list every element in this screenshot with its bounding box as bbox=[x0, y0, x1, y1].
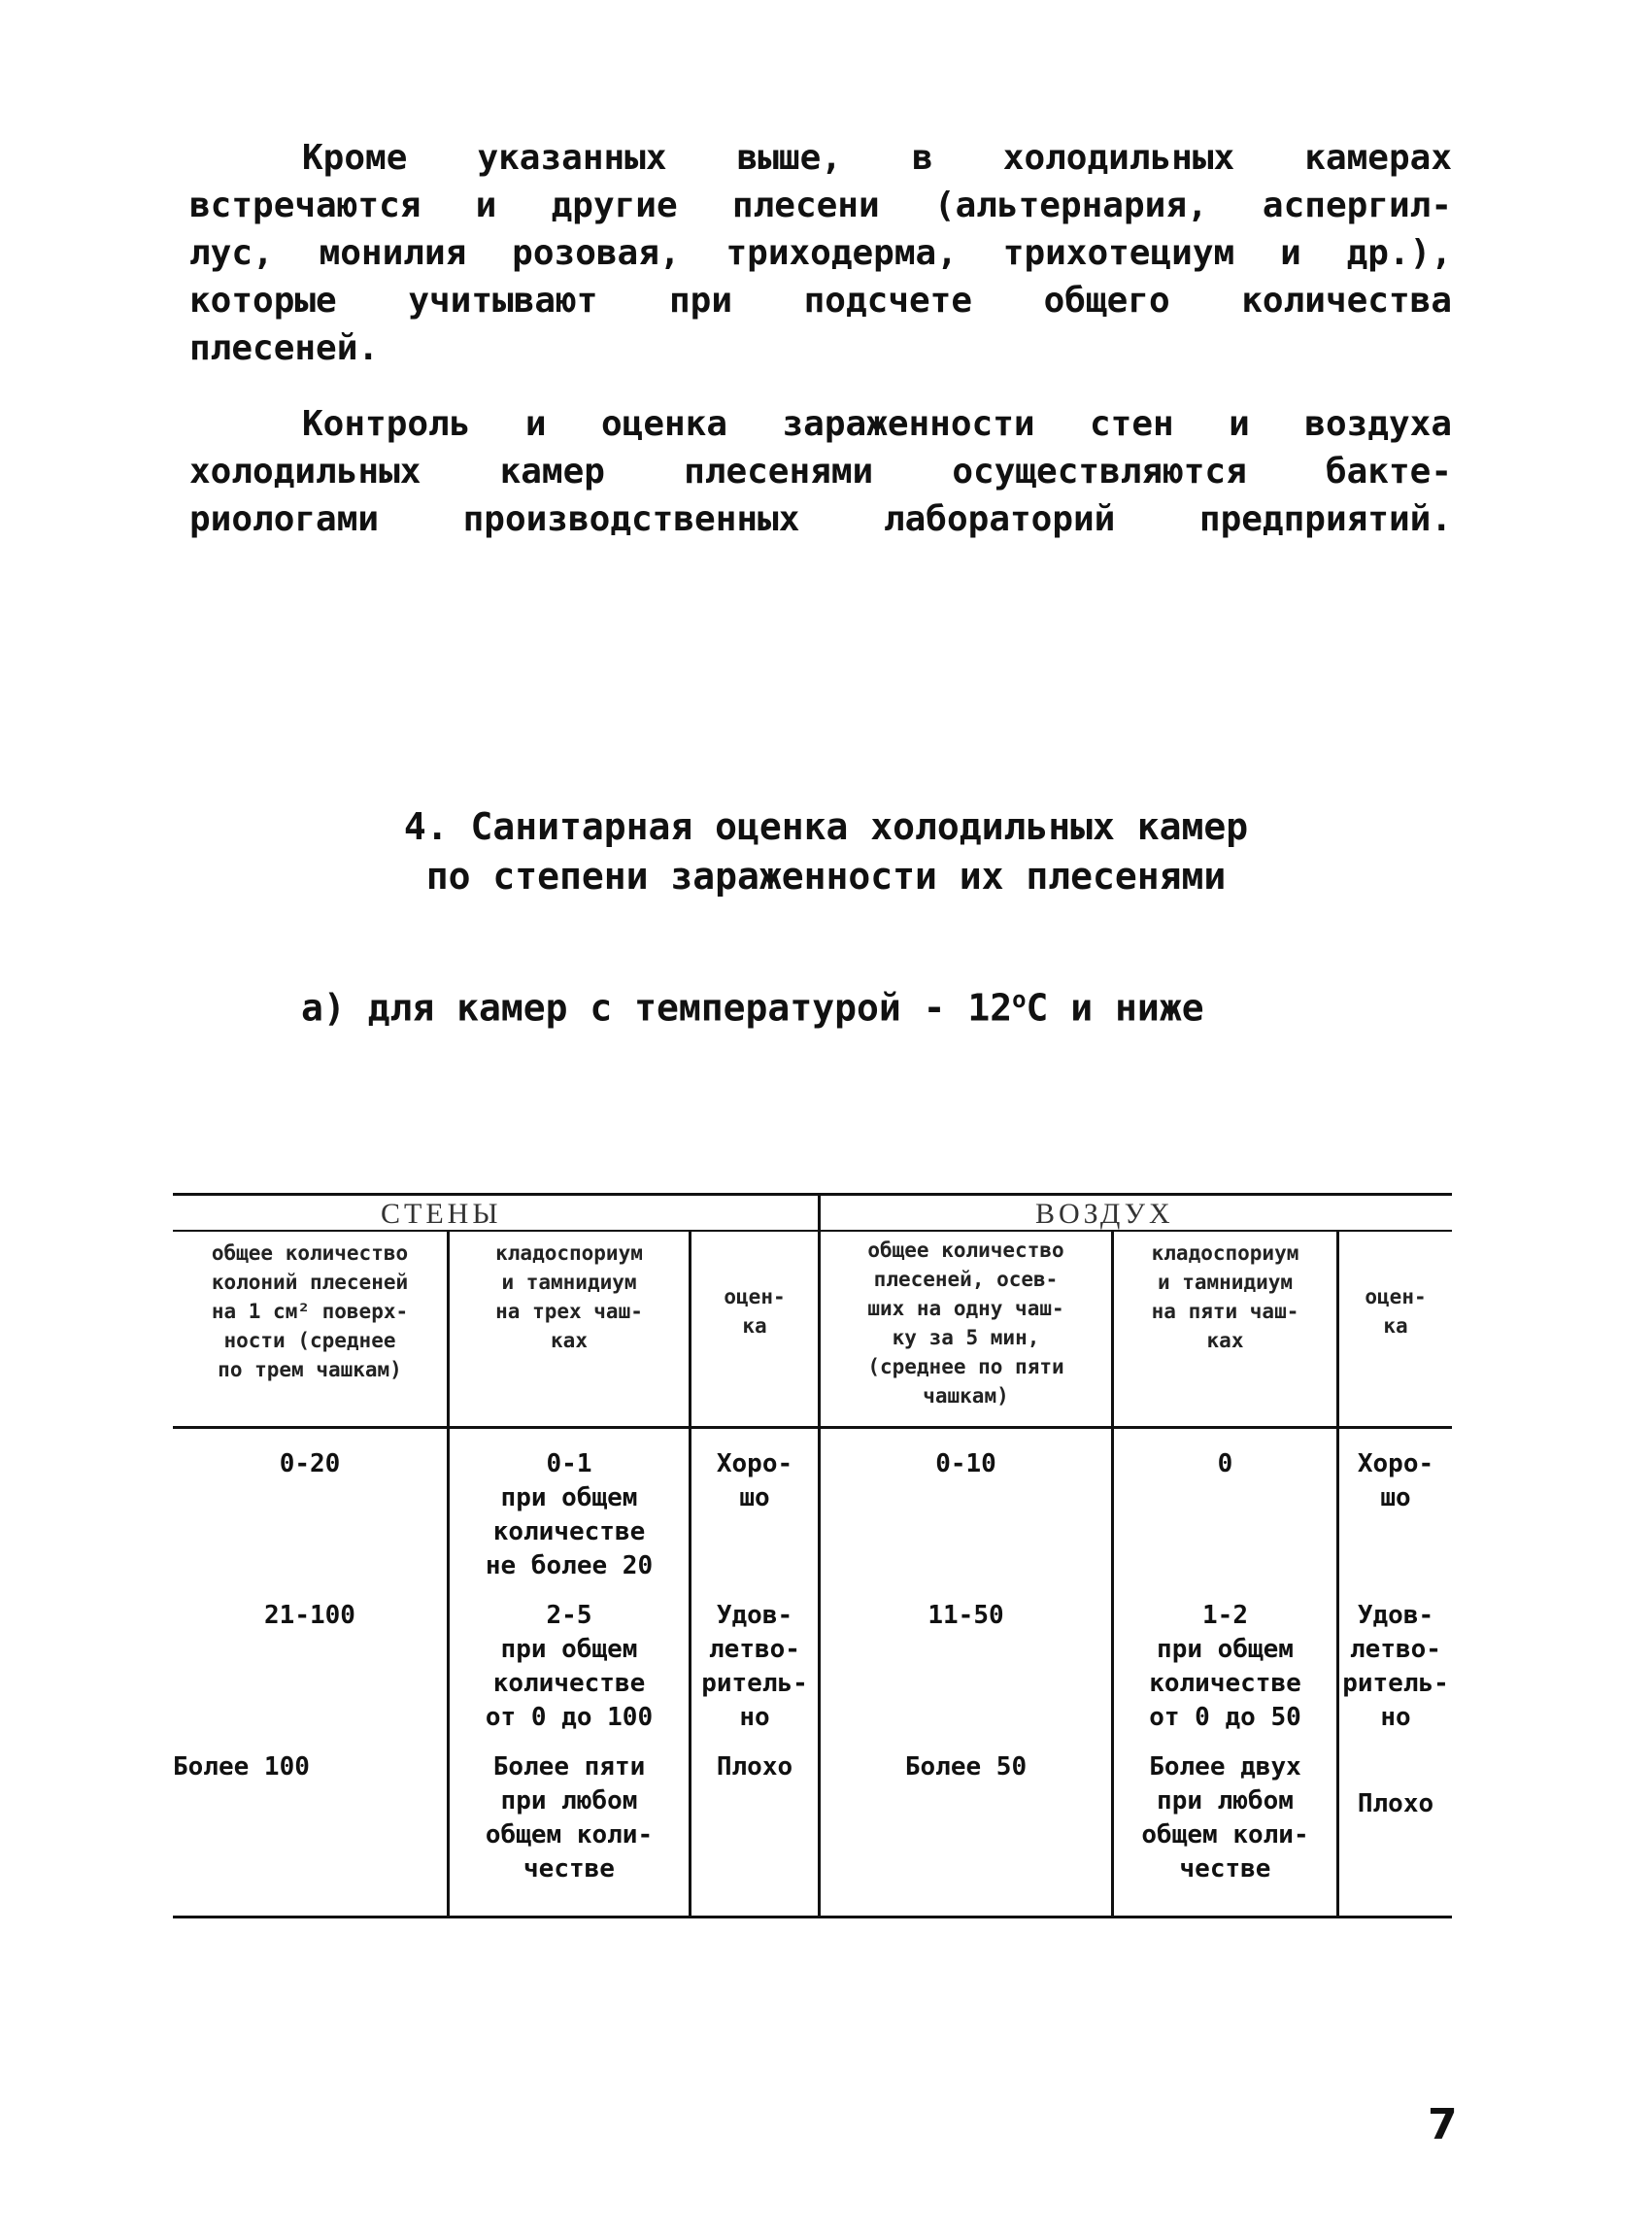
cell-line: ритель- bbox=[1342, 1669, 1449, 1698]
cell-line: 1-2 bbox=[1202, 1601, 1248, 1630]
header-line: и тамнидиум bbox=[1157, 1271, 1294, 1294]
cell-line: Хоро- bbox=[1357, 1449, 1434, 1478]
cell-line: Плохо bbox=[716, 1752, 793, 1782]
column-header-air-cladosporium bbox=[1114, 1239, 1336, 1355]
cell-line: 11-50 bbox=[927, 1601, 1004, 1630]
header-bottom-rule bbox=[173, 1426, 1452, 1429]
cell-line: 2-5 bbox=[546, 1601, 592, 1630]
column-header-walls-rating bbox=[691, 1282, 818, 1341]
cell-line: при общем bbox=[500, 1635, 638, 1664]
header-line: ках bbox=[551, 1329, 588, 1352]
paragraph-line: холодильных камер плесенями осуществляются бакте- bbox=[189, 452, 1452, 492]
subheading-text: а) для камер с температурой - 12 bbox=[301, 986, 1013, 1030]
cell-line: Плохо bbox=[1357, 1789, 1434, 1818]
subheading-text-end: С и ниже bbox=[1026, 986, 1204, 1030]
paragraph-line: которые учитывают при подсчете общего количества bbox=[189, 281, 1452, 321]
header-line: плесеней, осев- bbox=[873, 1268, 1059, 1291]
paragraph-1 bbox=[189, 134, 1452, 372]
group-header-air: ВОЗДУХ bbox=[1035, 1198, 1174, 1230]
table-cell-rating bbox=[691, 1447, 818, 1515]
header-line: ших на одну чаш- bbox=[867, 1297, 1064, 1320]
table-cell bbox=[450, 1750, 689, 1886]
cell-line: Более 100 bbox=[173, 1752, 310, 1782]
paragraph-line: встречаются и другие плесени (альтернария, аспергил- bbox=[189, 186, 1452, 225]
group-header-walls: СТЕНЫ bbox=[381, 1198, 502, 1230]
header-line: (среднее по пяти bbox=[867, 1355, 1064, 1378]
cell-line: шо bbox=[1380, 1483, 1411, 1512]
header-line: общее количество bbox=[211, 1241, 409, 1265]
cell-line: общем коли- bbox=[485, 1820, 654, 1850]
header-line: общее количество bbox=[867, 1239, 1064, 1262]
table-cell bbox=[1114, 1599, 1336, 1735]
cell-line: количестве bbox=[1149, 1669, 1301, 1698]
header-line: ности (среднее bbox=[223, 1329, 396, 1352]
cell-line: при общем bbox=[1157, 1635, 1294, 1664]
paragraph-2 bbox=[189, 400, 1452, 543]
cell-line: 0-10 bbox=[935, 1449, 996, 1478]
cell-line: от 0 до 50 bbox=[1149, 1703, 1301, 1732]
header-line: колоний плесеней bbox=[211, 1271, 409, 1294]
table-cell bbox=[450, 1599, 689, 1735]
degree-sign: о bbox=[1012, 986, 1027, 1013]
header-line: оцен- bbox=[724, 1285, 786, 1308]
cell-line: Хоро- bbox=[716, 1449, 793, 1478]
table-cell-rating bbox=[1339, 1787, 1452, 1821]
header-line: ку за 5 мин, bbox=[892, 1326, 1040, 1349]
page-number: 7 bbox=[1428, 2100, 1458, 2150]
table-cell-rating bbox=[1339, 1599, 1452, 1735]
cell-line: количестве bbox=[492, 1517, 646, 1546]
cell-line: но bbox=[1380, 1703, 1411, 1732]
column-header-air-total bbox=[821, 1236, 1111, 1410]
header-line: ка bbox=[1383, 1314, 1408, 1338]
paragraph-line: риологами производственных лабораторий предприятий. bbox=[189, 499, 1452, 539]
cell-line: 0-20 bbox=[279, 1449, 341, 1478]
table-bottom-rule bbox=[173, 1916, 1452, 1918]
paragraph-line: Кроме указанных выше, в холодильных камерах bbox=[302, 138, 1452, 178]
cell-line: 0-1 bbox=[546, 1449, 592, 1478]
header-line: кладоспориум bbox=[495, 1241, 643, 1265]
cell-line: не более 20 bbox=[485, 1551, 654, 1580]
header-line: и тамнидиум bbox=[501, 1271, 637, 1294]
table-cell bbox=[1114, 1750, 1336, 1886]
column-header-walls-total bbox=[173, 1239, 447, 1384]
table-cell bbox=[173, 1447, 447, 1481]
cell-line: Более двух bbox=[1149, 1752, 1301, 1782]
cell-line: Более 50 bbox=[904, 1752, 1028, 1782]
header-line: кладоспориум bbox=[1151, 1241, 1299, 1265]
table-cell bbox=[450, 1447, 689, 1583]
header-line: ках bbox=[1206, 1329, 1244, 1352]
paragraph-line: плесеней. bbox=[189, 328, 380, 368]
section-heading-line-1: 4. Санитарная оценка холодильных камер bbox=[403, 805, 1249, 848]
column-header-air-rating bbox=[1339, 1282, 1452, 1341]
header-line: по трем чашкам) bbox=[218, 1358, 402, 1381]
cell-line: летво- bbox=[1350, 1635, 1441, 1664]
cell-line: при общем bbox=[500, 1483, 638, 1512]
table-cell-rating bbox=[1339, 1447, 1452, 1515]
cell-line: общем коли- bbox=[1141, 1820, 1309, 1850]
header-line: чашкам) bbox=[923, 1384, 1009, 1408]
header-line: на пяти чаш- bbox=[1151, 1300, 1299, 1323]
table-cell bbox=[821, 1447, 1111, 1481]
cell-line: Более пяти bbox=[492, 1752, 646, 1782]
cell-line: честве bbox=[1179, 1854, 1271, 1884]
cell-line: Удов- bbox=[716, 1601, 793, 1630]
cell-line: 21-100 bbox=[264, 1601, 355, 1630]
cell-line: Удов- bbox=[1357, 1601, 1434, 1630]
cell-line: 0 bbox=[1217, 1449, 1233, 1478]
section-heading-line-2: по степени зараженности их плесенями bbox=[425, 855, 1227, 898]
cell-line: количестве bbox=[492, 1669, 646, 1698]
group-header-rule bbox=[173, 1230, 1452, 1232]
table-cell bbox=[1114, 1447, 1336, 1481]
cell-line: от 0 до 100 bbox=[485, 1703, 654, 1732]
table-cell bbox=[821, 1750, 1111, 1784]
table-cell bbox=[173, 1750, 447, 1784]
table-cell-rating bbox=[691, 1750, 818, 1784]
section-subheading bbox=[301, 974, 1204, 1034]
header-line: ка bbox=[742, 1314, 767, 1338]
header-line: оцен- bbox=[1365, 1285, 1427, 1308]
paragraph-line: Контроль и оценка зараженности стен и воздуха bbox=[302, 404, 1452, 444]
table-cell-rating bbox=[691, 1599, 818, 1735]
cell-line: при любом bbox=[500, 1786, 638, 1816]
cell-line: ритель- bbox=[701, 1669, 808, 1698]
cell-line: шо bbox=[739, 1483, 770, 1512]
cell-line: летво- bbox=[709, 1635, 800, 1664]
table-cell bbox=[821, 1599, 1111, 1633]
table-top-rule bbox=[173, 1193, 1452, 1196]
cell-line: но bbox=[739, 1703, 770, 1732]
table-cell bbox=[173, 1599, 447, 1633]
header-line: на 1 см² поверх- bbox=[211, 1300, 409, 1323]
header-line: на трех чаш- bbox=[495, 1300, 643, 1323]
cell-line: честве bbox=[523, 1854, 615, 1884]
paragraph-line: лус, монилия розовая, триходерма, трихотециум и др.), bbox=[189, 233, 1452, 273]
cell-line: при любом bbox=[1157, 1786, 1294, 1816]
column-header-walls-cladosporium bbox=[450, 1239, 689, 1355]
